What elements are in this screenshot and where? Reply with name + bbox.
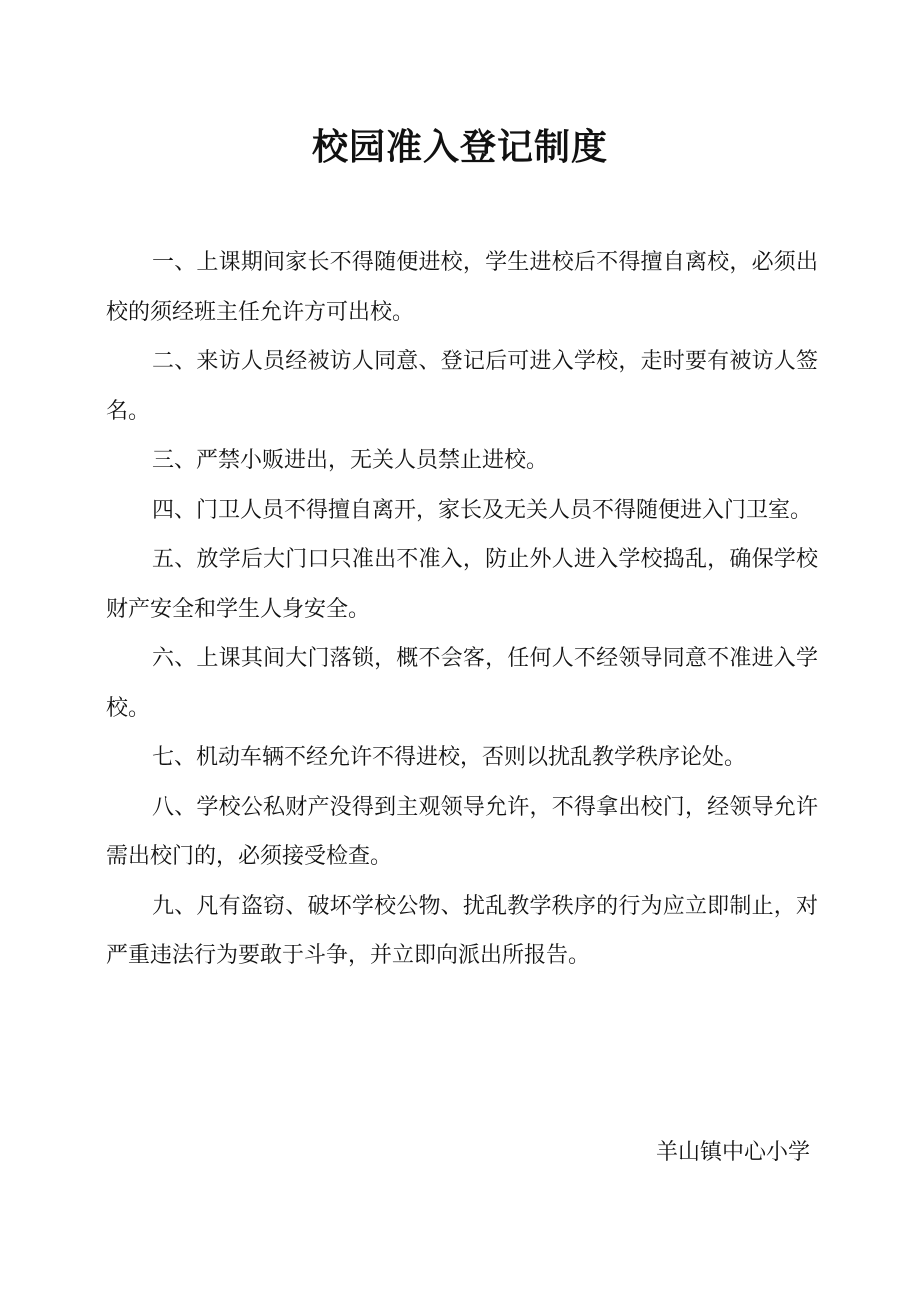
- rule-item-9: 九、凡有盗窃、破坏学校公物、扰乱教学秩序的行为应立即制止，对严重违法行为要敢于斗争，并立即向派出所报告。: [106, 893, 818, 968]
- rule-item-3: 三、严禁小贩进出，无关人员禁止进校。: [152, 448, 549, 473]
- rule-item-8: 八、学校公私财产没得到主观领导允许，不得拿出校门，经领导允许需出校门的，必须接受检查。: [106, 794, 818, 869]
- rule-item-5: 五、放学后大门口只准出不准入，防止外人进入学校捣乱，确保学校财产安全和学生人身安全。: [106, 547, 818, 622]
- issuer-signature: 羊山镇中心小学: [655, 1140, 810, 1165]
- page-title: 校园准入登记制度: [311, 126, 608, 168]
- rule-item-1: 一、上课期间家长不得随便进校，学生进校后不得擅自离校，必须出校的须经班主任允许方可出校。: [106, 250, 818, 325]
- rule-item-2: 二、来访人员经被访人同意、登记后可进入学校，走时要有被访人签名。: [106, 349, 818, 424]
- rule-item-4: 四、门卫人员不得擅自离开，家长及无关人员不得随便进入门卫室。: [152, 497, 813, 523]
- rule-item-7: 七、机动车辆不经允许不得进校，否则以扰乱教学秩序论处。: [152, 745, 747, 770]
- rule-item-6: 六、上课其间大门落锁，概不会客，任何人不经领导同意不准进入学校。: [106, 646, 818, 721]
- rules-list: [106, 238, 818, 981]
